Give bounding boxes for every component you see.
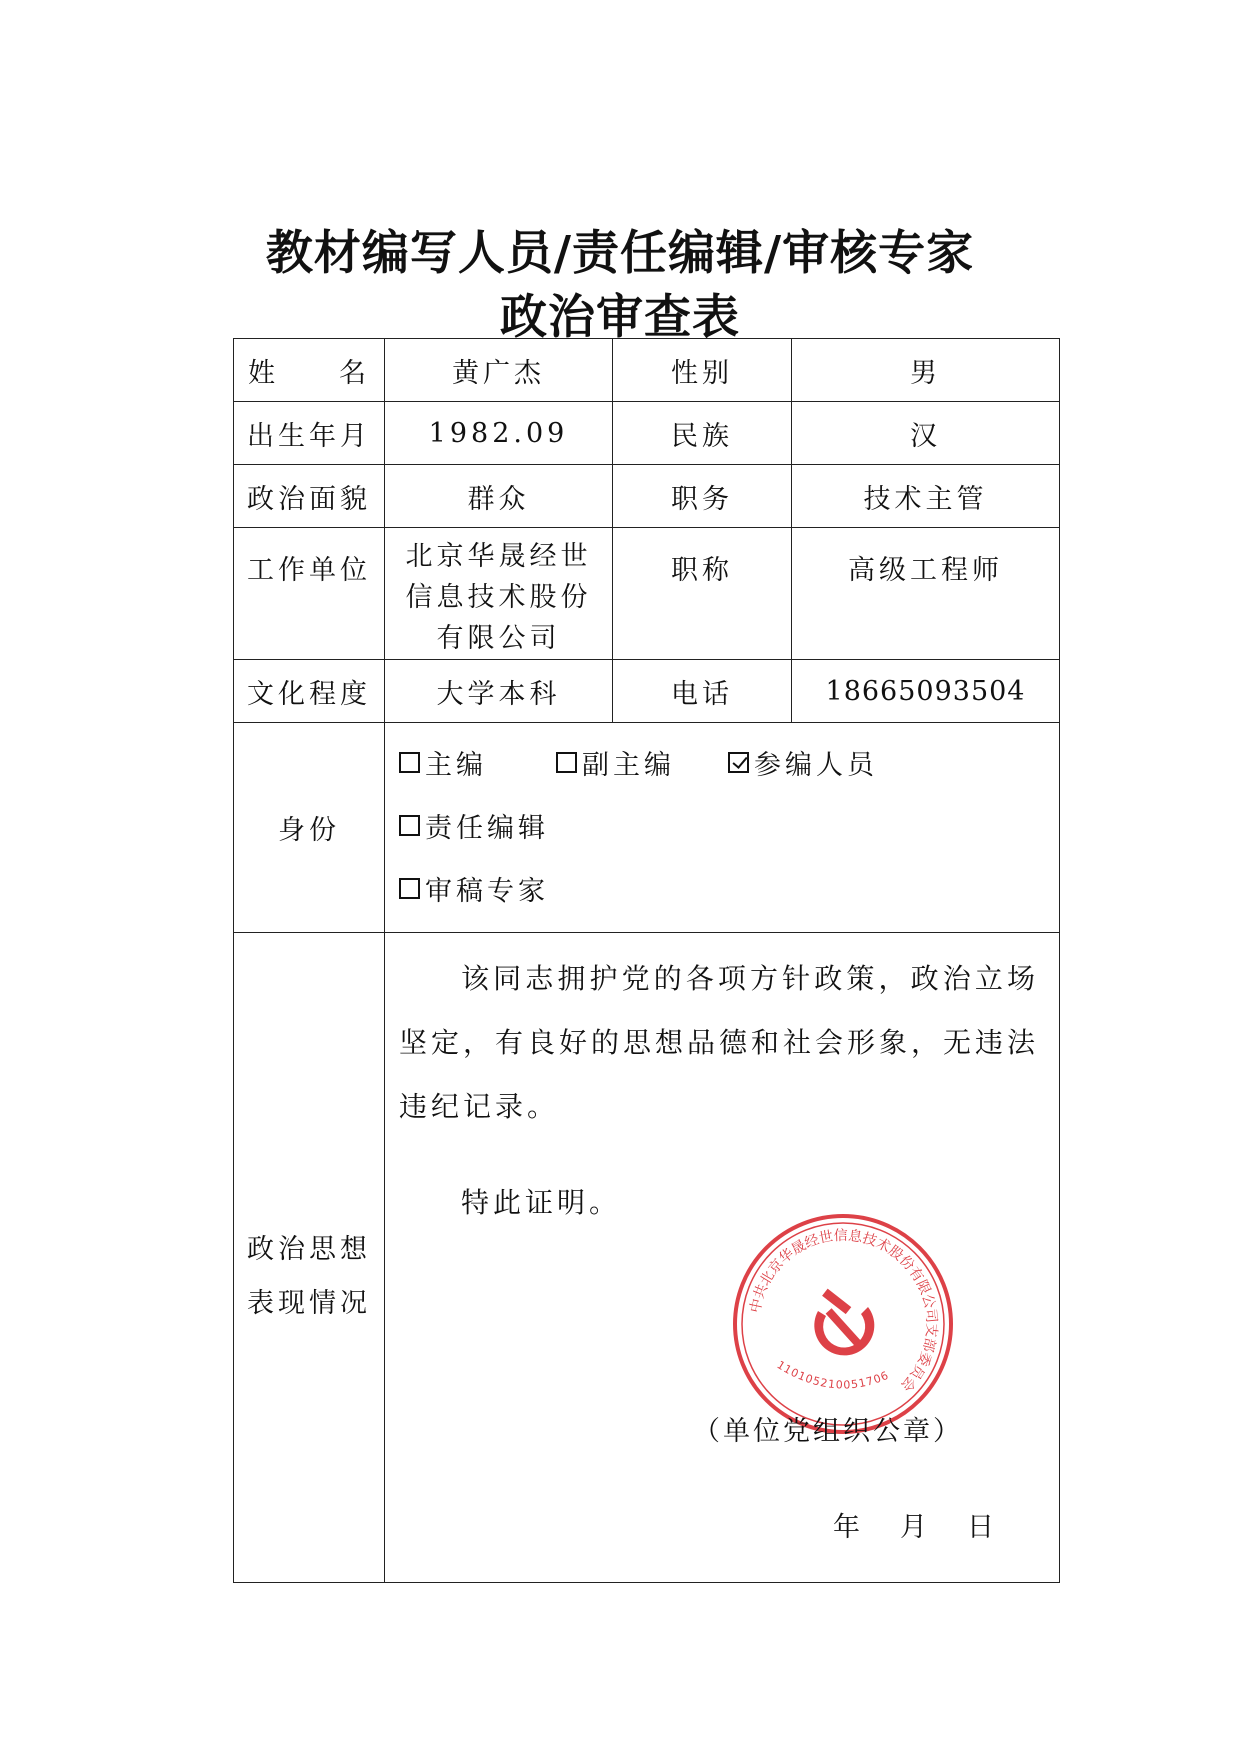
label-position: 职务: [613, 465, 792, 528]
value-education: 大学本科: [385, 660, 613, 723]
svg-text:110105210051706: 110105210051706: [774, 1358, 892, 1392]
value-ethnicity: 汉: [792, 402, 1060, 465]
value-employer: 北京华晟经世 信息技术股份 有限公司: [385, 528, 613, 660]
value-birth: 1982.09: [385, 402, 613, 465]
evaluation-cell: [385, 933, 1060, 1583]
label-name: 姓 名: [234, 339, 385, 402]
label-identity: 身份: [234, 723, 385, 933]
evaluation-text: 该同志拥护党的各项方针政策，政治立场坚定，有良好的思想品德和社会形象，无违法违纪记录。: [399, 962, 1040, 1123]
label-ethnicity: 民族: [613, 402, 792, 465]
svg-text:中共北京华晟经世信息技术股份有限公司支部委员会: 中共北京华晟经世信息技术股份有限公司支部委员会: [747, 1227, 940, 1394]
form-title-line2: 政治审查表: [500, 290, 740, 345]
option-deputy-editor[interactable]: 副主编: [556, 743, 728, 782]
option-contributor[interactable]: 参编人员: [728, 743, 878, 782]
checkbox-responsible-editor[interactable]: [399, 815, 420, 836]
label-employer: 工作单位: [234, 528, 385, 660]
label-phone: 电话: [613, 660, 792, 723]
label-title: 职称: [613, 528, 792, 660]
value-name: 黄广杰: [385, 339, 613, 402]
value-position: 技术主管: [792, 465, 1060, 528]
checkbox-deputy-editor[interactable]: [556, 752, 577, 773]
review-form-table: [233, 338, 1060, 1583]
option-chief-editor[interactable]: 主编: [399, 743, 556, 782]
checkbox-review-expert[interactable]: [399, 878, 420, 899]
label-political-status: 政治面貌: [234, 465, 385, 528]
value-political-status: 群众: [385, 465, 613, 528]
option-review-expert[interactable]: 审稿专家: [399, 869, 549, 908]
value-gender: 男: [792, 339, 1060, 402]
identity-options: [385, 723, 1060, 933]
seal-label: （单位党组织公章）: [693, 1416, 963, 1447]
checkbox-chief-editor[interactable]: [399, 752, 420, 773]
value-title: 高级工程师: [792, 528, 1060, 660]
value-phone: 18665093504: [792, 660, 1060, 723]
date-line: 年 月 日: [833, 1512, 998, 1543]
certify-text: 特此证明。: [461, 1186, 622, 1219]
option-responsible-editor[interactable]: 责任编辑: [399, 806, 549, 845]
party-seal-stamp: [730, 1211, 956, 1437]
label-gender: 性别: [613, 339, 792, 402]
hammer-sickle-icon: [814, 1289, 874, 1356]
checkbox-contributor-checked[interactable]: [728, 752, 749, 773]
form-title-line1: 教材编写人员/责任编辑/审核专家: [265, 226, 975, 281]
label-education: 文化程度: [234, 660, 385, 723]
label-political-performance: 政治思想 表现情况: [234, 933, 385, 1583]
label-birth: 出生年月: [234, 402, 385, 465]
